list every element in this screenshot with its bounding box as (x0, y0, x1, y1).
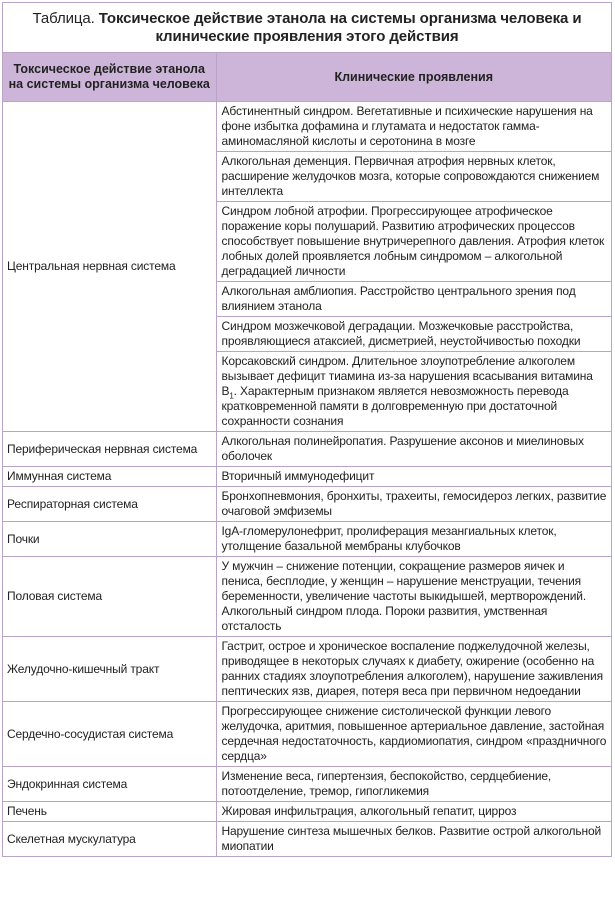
table-row (3, 522, 611, 557)
table-row (3, 702, 611, 767)
system-cell: Респираторная система (3, 487, 216, 522)
manifestation-cell: Гастрит, острое и хроническое воспаление поджелудочной железы, приводящее в некоторых случаях к диабету, ожирение (особенно на ранних стадиях злоупотребления алкоголем), нарушение заживления пептических язв, диарея, потеря веса при первичном недоедании (216, 637, 611, 702)
korsakov-subscript: 1 (229, 391, 234, 401)
table-row (3, 467, 611, 487)
manifestation-cell: Бронхопневмония, бронхиты, трахеиты, гемосидероз легких, развитие очаговой эмфиземы (216, 487, 611, 522)
system-cell: Периферическая нервная система (3, 432, 216, 467)
table-row (3, 487, 611, 522)
manifestation-cell: IgA-гломерулонефрит, пролиферация мезангиальных клеток, утолщение базальной мембраны клубочков (216, 522, 611, 557)
manifestation-cell: Алкогольная полинейропатия. Разрушение аксонов и миелиновых оболочек (216, 432, 611, 467)
system-cell: Сердечно-сосудистая система (3, 702, 216, 767)
system-cell: Эндокринная система (3, 767, 216, 802)
manifestation-cell: Абстинентный синдром. Вегетативные и психические нарушения на фоне избытка дофамина и глутамата и недостаток гамма-аминомасляной кислоты и серотонина в мозге (216, 102, 611, 152)
manifestation-cell: Нарушение синтеза мышечных белков. Развитие острой алкогольной миопатии (216, 822, 611, 857)
toxicity-table (3, 53, 611, 856)
table-row (3, 637, 611, 702)
table-row (3, 557, 611, 637)
caption-title: Токсическое действие этанола на системы организма человека и клинические проявления этого действия (98, 10, 582, 45)
manifestation-cell: Синдром лобной атрофии. Прогрессирующее атрофическое поражение коры полушарий. Развитию атрофических процессов способствует повышение внутричерепного давления. Атрофия клеток лобных долей проявляется лобным синдромом – алкогольной деградацией личности (216, 202, 611, 282)
table-row (3, 432, 611, 467)
manifestation-cell: У мужчин – снижение потенции, сокращение размеров яичек и пениса, бесплодие, у женщин – нарушение менструации, течения беременности, увеличение частоты выкидышей, мертворождений. Алкогольный синдром плода. Пороки развития, умственная отсталость (216, 557, 611, 637)
manifestation-cell: Алкогольная амблиопия. Расстройство центрального зрения под влиянием этанола (216, 282, 611, 317)
manifestation-cell: Синдром мозжечковой деградации. Мозжечковые расстройства, проявляющиеся атаксией, дисметрией, неустойчивостью походки (216, 317, 611, 352)
header-manifestations: Клинические проявления (216, 53, 611, 102)
korsakov-text-b: . Характерным признаком является невозможность перевода кратковременной памяти в долговременную при достаточной сохранности сознания (221, 384, 569, 428)
table-row (3, 767, 611, 802)
table-row (3, 802, 611, 822)
system-cell: Желудочно-кишечный тракт (3, 637, 216, 702)
system-cell: Почки (3, 522, 216, 557)
system-cell: Скелетная мускулатура (3, 822, 216, 857)
manifestation-cell: Изменение веса, гипертензия, беспокойство, сердцебиение, потоотделение, тремор, гипогликемия (216, 767, 611, 802)
manifestation-cell: Жировая инфильтрация, алкогольный гепатит, цирроз (216, 802, 611, 822)
table-row (3, 102, 611, 152)
system-cell: Половая система (3, 557, 216, 637)
manifestation-cell (216, 352, 611, 432)
system-cell: Печень (3, 802, 216, 822)
caption-lead: Таблица. (32, 10, 95, 27)
manifestation-cell: Алкогольная деменция. Первичная атрофия нервных клеток, расширение желудочков мозга, которые сопровождаются снижением интеллекта (216, 152, 611, 202)
table-container (2, 2, 612, 857)
manifestation-cell: Вторичный иммунодефицит (216, 467, 611, 487)
system-cell: Иммунная система (3, 467, 216, 487)
table-header-row (3, 53, 611, 102)
table-row (3, 822, 611, 857)
korsakov-text-a: Корсаковский синдром. Длительное злоупотребление алкоголем вызывает дефицит тиамина из-за нарушения всасывания витамина B (221, 354, 593, 398)
system-cell: Центральная нервная система (3, 102, 216, 432)
manifestation-cell: Прогрессирующее снижение систолической функции левого желудочка, аритмия, повышенное артериальное давление, застойная сердечная недостаточность, кардиомиопатия, синдром «праздничного сердца» (216, 702, 611, 767)
header-system: Токсическое действие этанола на системы организма человека (3, 53, 216, 102)
table-caption (3, 3, 611, 53)
